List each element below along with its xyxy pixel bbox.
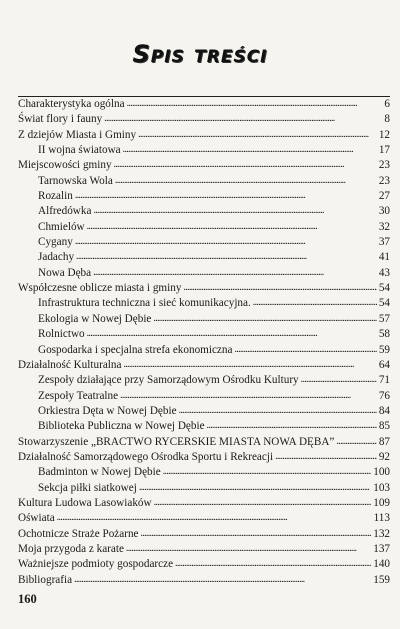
toc-entry-page: 30 <box>378 205 390 218</box>
toc-entry-title: Zespoły Teatralne <box>38 389 119 402</box>
toc-entry-page: 109 <box>373 496 390 509</box>
dot-leader <box>123 357 376 372</box>
toc-entry <box>18 312 390 327</box>
dot-leader <box>175 556 371 571</box>
toc-entry-title: Cygany <box>38 236 73 249</box>
toc-entry-title: Ochotnicze Straże Pożarne <box>18 527 139 540</box>
toc-entry-page: 76 <box>378 389 390 402</box>
dot-leader <box>75 234 377 249</box>
toc-entry-title: Infrastruktura techniczna i sieć komunikacyjna. <box>38 297 251 310</box>
toc-entry-title: Współczesne oblicze miasta i gminy <box>18 282 182 295</box>
dot-leader <box>179 403 377 418</box>
dot-leader <box>154 495 372 510</box>
dot-leader <box>123 142 377 157</box>
toc-entry-page: 54 <box>378 297 390 310</box>
toc-entry-title: Chmielów <box>38 220 85 233</box>
toc-entry-title: Bibliografia <box>18 573 73 586</box>
toc-entry-page: 140 <box>373 558 390 571</box>
toc-entry <box>18 389 390 404</box>
toc-entry <box>18 343 390 358</box>
toc-entry-title: Biblioteka Publiczna w Nowej Dębie <box>38 420 205 433</box>
toc-entry-title: Kultura Ludowa Lasowiaków <box>18 496 152 509</box>
toc-entry-title: Zespoły działające przy Samorządowym Ośrodku Kultury <box>38 374 299 387</box>
toc-entry-page: 27 <box>378 190 390 203</box>
toc-entry-title: Ekologia w Nowej Dębie <box>38 312 152 325</box>
toc-entry-page: 100 <box>373 466 390 479</box>
dot-leader <box>275 449 377 464</box>
dot-leader <box>126 541 371 556</box>
toc-entry-title: Działalność Samorządowego Ośrodka Sportu i Rekreacji <box>18 450 274 463</box>
toc-entry-title: Tarnowska Wola <box>38 174 113 187</box>
dot-leader <box>115 173 377 188</box>
toc-entry <box>18 220 390 235</box>
toc-entry-title: II wojna światowa <box>38 144 121 157</box>
toc-entry-page: 58 <box>378 328 390 341</box>
dot-leader <box>75 188 377 203</box>
dot-leader <box>104 111 382 126</box>
toc-entry-title: Nowa Dęba <box>38 266 92 279</box>
dot-leader <box>114 157 377 172</box>
toc-entry-title: Z dziejów Miasta i Gminy <box>18 128 137 141</box>
dot-leader <box>183 280 376 295</box>
toc-entry <box>18 373 390 388</box>
toc-entry-page: 84 <box>378 404 390 417</box>
toc-entry <box>18 573 390 588</box>
toc-entry <box>18 465 390 480</box>
dot-leader <box>153 311 376 326</box>
dot-leader <box>87 326 377 341</box>
toc-entry <box>18 511 390 526</box>
toc-entry <box>18 327 390 342</box>
toc-entry <box>18 250 390 265</box>
dot-leader <box>57 510 372 525</box>
toc-entry-title: Gospodarka i specjalna strefa ekonomiczna <box>38 343 233 356</box>
page-title: Spis treści <box>132 40 268 68</box>
toc-entry-page: 8 <box>384 113 390 126</box>
dot-leader <box>163 464 371 479</box>
toc-entry-page: 41 <box>378 251 390 264</box>
dot-leader <box>253 295 377 310</box>
toc-entry-page: 54 <box>378 282 390 295</box>
toc-entry <box>18 266 390 281</box>
toc-entry <box>18 204 390 219</box>
toc-entry <box>18 435 390 450</box>
toc-entry-title: Stowarzyszenie „BRACTWO RYCERSKIE MIASTA NOWA DĘBA” <box>18 435 335 448</box>
toc-entry-title: Rozalin <box>38 190 73 203</box>
dot-leader <box>207 418 377 433</box>
toc-entry-page: 87 <box>378 435 390 448</box>
toc-entry <box>18 419 390 434</box>
toc-entry-page: 23 <box>378 159 390 172</box>
toc-entry <box>18 557 390 572</box>
toc-entry-page: 103 <box>373 481 390 494</box>
toc-entry <box>18 281 390 296</box>
dot-leader <box>93 203 376 218</box>
dot-leader <box>87 219 377 234</box>
toc-entry-page: 32 <box>378 220 390 233</box>
toc-entry <box>18 235 390 250</box>
toc-entry-page: 137 <box>373 542 390 555</box>
toc-entry <box>18 97 390 112</box>
toc-entry-title: Charakterystyka ogólna <box>18 98 125 110</box>
table-of-contents <box>18 97 390 588</box>
toc-entry <box>18 128 390 143</box>
toc-entry-title: Ważniejsze podmioty gospodarcze <box>18 558 174 571</box>
dot-leader <box>301 372 377 387</box>
toc-entry-page: 159 <box>373 573 390 586</box>
toc-entry <box>18 404 390 419</box>
toc-entry-title: Jadachy <box>38 251 75 264</box>
dot-leader <box>234 342 376 357</box>
page-number: 160 <box>18 592 37 606</box>
dot-leader <box>127 96 383 111</box>
toc-entry-page: 113 <box>373 512 390 525</box>
toc-entry-page: 57 <box>378 312 390 325</box>
toc-entry-title: Moja przygoda z karate <box>18 542 124 555</box>
toc-entry <box>18 158 390 173</box>
dot-leader <box>93 265 377 280</box>
dot-leader <box>138 127 377 142</box>
toc-entry <box>18 174 390 189</box>
toc-entry-page: 64 <box>378 358 390 371</box>
dot-leader <box>76 249 377 264</box>
toc-entry-title: Miejscowości gminy <box>18 159 112 172</box>
toc-entry <box>18 358 390 373</box>
toc-entry-page: 17 <box>378 144 390 157</box>
dot-leader <box>336 434 376 449</box>
toc-entry-page: 6 <box>384 98 390 110</box>
toc-entry-page: 43 <box>378 266 390 279</box>
toc-entry <box>18 527 390 542</box>
toc-entry <box>18 143 390 158</box>
dot-leader <box>139 480 371 495</box>
toc-entry-title: Oświata <box>18 512 55 525</box>
toc-entry-page: 37 <box>378 236 390 249</box>
toc-entry-page: 92 <box>378 450 390 463</box>
toc-entry <box>18 112 390 127</box>
toc-entry-page: 12 <box>378 128 390 141</box>
toc-entry <box>18 542 390 557</box>
toc-entry-page: 23 <box>378 174 390 187</box>
toc-entry <box>18 189 390 204</box>
toc-entry-title: Orkiestra Dęta w Nowej Dębie <box>38 404 177 417</box>
dot-leader <box>74 572 371 587</box>
toc-entry <box>18 450 390 465</box>
toc-entry-title: Sekcja piłki siatkowej <box>38 481 137 494</box>
dot-leader <box>141 526 372 541</box>
toc-entry-title: Świat flory i fauny <box>18 113 103 126</box>
toc-entry <box>18 481 390 496</box>
toc-entry-title: Badminton w Nowej Dębie <box>38 466 161 479</box>
toc-entry <box>18 496 390 511</box>
toc-entry-page: 71 <box>378 374 390 387</box>
toc-entry-title: Rolnictwo <box>38 328 85 341</box>
toc-entry-title: Alfredówka <box>38 205 92 218</box>
toc-entry-page: 85 <box>378 420 390 433</box>
toc-entry-page: 132 <box>373 527 390 540</box>
toc-entry-title: Działalność Kulturalna <box>18 358 122 371</box>
dot-leader <box>120 388 377 403</box>
toc-entry-page: 59 <box>378 343 390 356</box>
toc-entry <box>18 296 390 311</box>
